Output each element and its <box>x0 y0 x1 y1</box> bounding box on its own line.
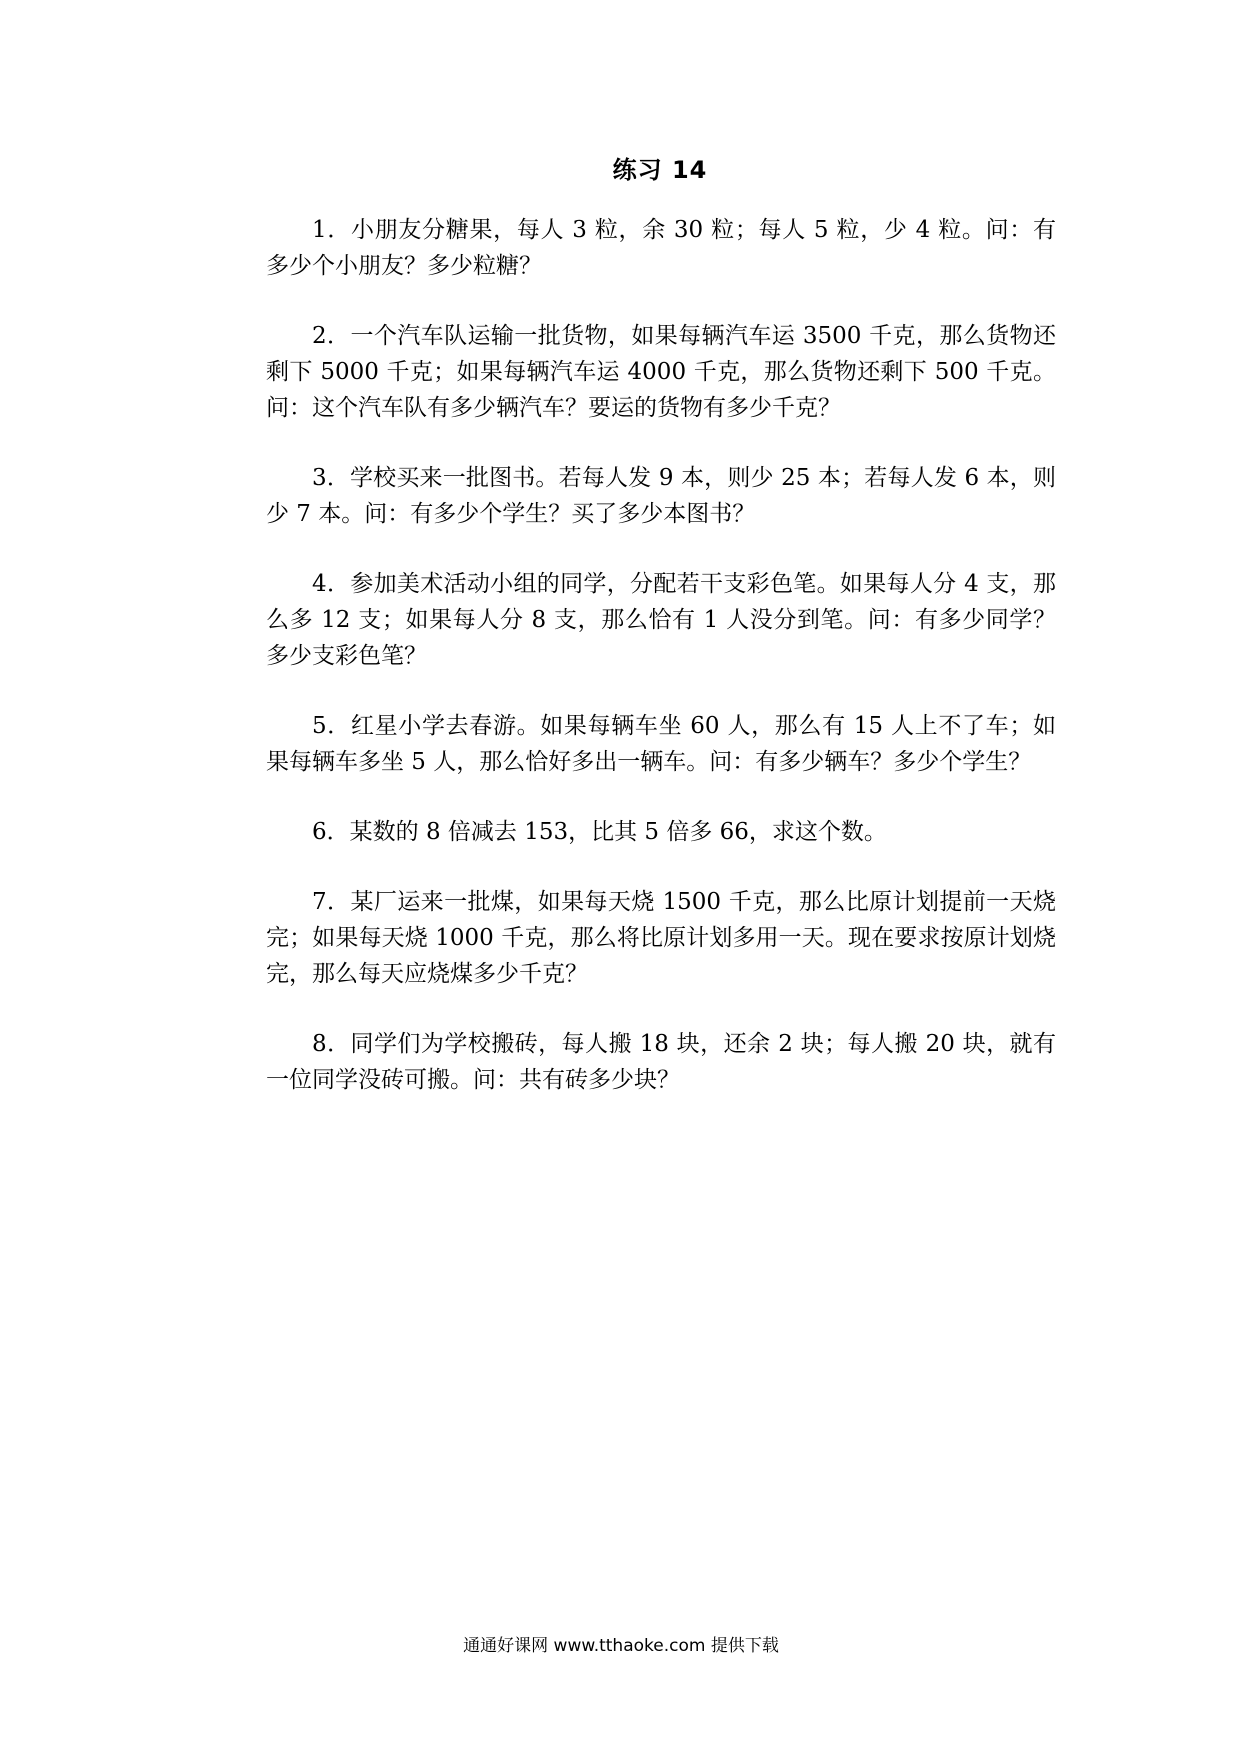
problem-3: 3．学校买来一批图书。若每人发 9 本，则少 25 本；若每人发 6 本，则少 7 本。问：有多少个学生？买了多少本图书？ <box>266 465 1056 527</box>
problem-2: 2．一个汽车队运输一批货物，如果每辆汽车运 3500 千克，那么货物还剩下 5000 千克；如果每辆汽车运 4000 千克，那么货物还剩下 500 千克。问：这个汽车队有多少辆汽车？要运的货物有多少千克？ <box>266 323 1056 421</box>
footer-source: 通通好课网 www.tthaoke.com 提供下载 <box>463 1636 779 1656</box>
problem-4: 4．参加美术活动小组的同学，分配若干支彩色笔。如果每人分 4 支，那么多 12 支；如果每人分 8 支，那么恰有 1 人没分到笔。问：有多少同学？多少支彩色笔？ <box>266 571 1056 669</box>
problem-5: 5．红星小学去春游。如果每辆车坐 60 人，那么有 15 人上不了车；如果每辆车多坐 5 人，那么恰好多出一辆车。问：有多少辆车？多少个学生？ <box>266 713 1056 775</box>
problem-7: 7．某厂运来一批煤，如果每天烧 1500 千克，那么比原计划提前一天烧完；如果每天烧 1000 千克，那么将比原计划多用一天。现在要求按原计划烧完，那么每天应烧煤多少千克？ <box>266 889 1056 987</box>
problem-list <box>266 212 1056 1132</box>
page-title: 练习 14 <box>612 156 708 184</box>
problem-1: 1．小朋友分糖果，每人 3 粒，余 30 粒；每人 5 粒，少 4 粒。问：有多少个小朋友？多少粒糖？ <box>266 217 1056 279</box>
problem-6: 6．某数的 8 倍减去 153，比其 5 倍多 66，求这个数。 <box>312 819 887 845</box>
problem-8: 8．同学们为学校搬砖，每人搬 18 块，还余 2 块；每人搬 20 块，就有一位同学没砖可搬。问：共有砖多少块？ <box>266 1031 1056 1093</box>
